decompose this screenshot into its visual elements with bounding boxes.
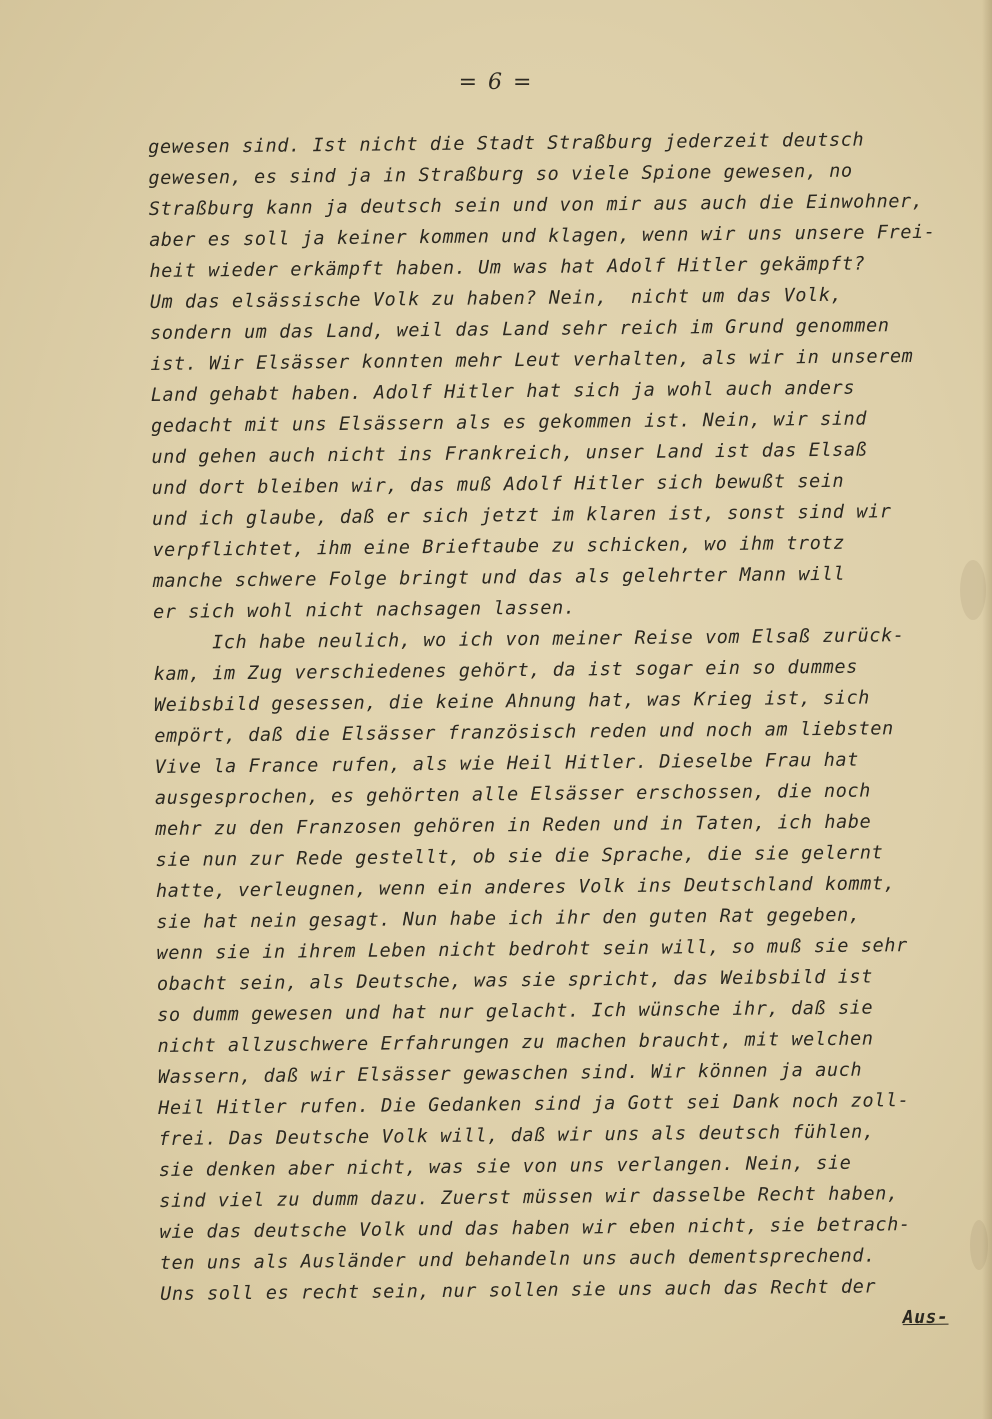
text-line: sondern um das Land, weil das Land sehr reich im Grund genommen: [150, 315, 890, 344]
page-number: = 6 =: [458, 70, 534, 95]
text-line: wenn sie in ihrem Leben nicht bedroht sein will, so muß sie sehr: [156, 935, 908, 964]
text-line: Wassern, daß wir Elsässer gewaschen sind. Wir können ja auch: [157, 1059, 863, 1088]
text-line: wie das deutsche Volk und das haben wir eben nicht, sie betrach-: [159, 1214, 911, 1243]
text-line: ausgesprochen, es gehörten alle Elsässer erschossen, die noch: [154, 780, 872, 809]
text-line: Uns soll es recht sein, nur sollen sie uns auch das Recht der: [160, 1276, 877, 1305]
text-line: nicht allzuschwere Erfahrungen zu machen braucht, mit welchen: [157, 1028, 874, 1057]
text-line: Straßburg kann ja deutsch sein und von mir aus auch die Einwohner,: [148, 190, 924, 220]
text-line: sind viel zu dumm dazu. Zuerst müssen wir dasselbe Recht haben,: [159, 1183, 899, 1212]
text-line: und ich glaube, daß er sich jetzt im klaren ist, sonst sind wir: [151, 501, 892, 530]
text-line: Heil Hitler rufen. Die Gedanken sind ja Gott sei Dank noch zoll-: [158, 1090, 910, 1119]
text-line: er sich wohl nicht nachsagen lassen.: [152, 597, 576, 623]
text-line: hatte, verleugnen, wenn ein anderes Volk ins Deutschland kommt,: [155, 873, 896, 902]
text-line: frei. Das Deutsche Volk will, daß wir uns als deutsch fühlen,: [158, 1121, 875, 1150]
text-line: Ich habe neulich, wo ich von meiner Reise vom Elsaß zurück-: [153, 625, 905, 654]
text-line: obacht sein, als Deutsche, was sie spricht, das Weibsbild ist: [156, 966, 874, 995]
text-line: Weibsbild gesessen, die keine Ahnung hat, was Krieg ist, sich: [153, 687, 871, 716]
text-line: kam, im Zug verschiedenes gehört, da ist sogar ein so dummes: [153, 656, 859, 685]
text-line: ist. Wir Elsässer konnten mehr Leut verhalten, als wir in unserem: [150, 345, 914, 375]
text-line: sie denken aber nicht, was sie von uns verlangen. Nein, sie: [158, 1152, 852, 1181]
text-line: so dumm gewesen und hat nur gelacht. Ich wünsche ihr, daß sie: [157, 997, 874, 1026]
text-line: gewesen sind. Ist nicht die Stadt Straßburg jederzeit deutsch: [148, 129, 865, 158]
typewritten-body: [148, 123, 973, 1340]
text-line: heit wieder erkämpft haben. Um was hat Adolf Hitler gekämpft?: [149, 253, 866, 282]
paper-stain: [970, 1220, 988, 1270]
text-line: gewesen, es sind ja in Straßburg so viele Spione gewesen, no: [148, 160, 853, 189]
page-edge-shadow: [982, 0, 992, 1419]
text-line: Um das elsässische Volk zu haben? Nein, nicht um das Volk,: [149, 284, 843, 313]
text-line: mehr zu den Franzosen gehören in Reden und in Taten, ich habe: [155, 811, 872, 840]
text-line: und dort bleiben wir, das muß Adolf Hitler sich bewußt sein: [151, 470, 845, 499]
text-line: ten uns als Ausländer und behandeln uns auch dementsprechend.: [159, 1245, 876, 1274]
text-line: empört, daß die Elsässer französisch reden und noch am liebsten: [154, 718, 894, 747]
text-line: Vive la France rufen, als wie Heil Hitler. Dieselbe Frau hat: [154, 749, 860, 778]
text-line: aber es soll ja keiner kommen und klagen, wenn wir uns unsere Frei-: [149, 221, 936, 251]
text-line: sie hat nein gesagt. Nun habe ich ihr den guten Rat gegeben,: [156, 904, 861, 933]
text-line: gedacht mit uns Elsässern als es gekommen ist. Nein, wir sind: [150, 408, 868, 437]
text-line: verpflichtet, ihm eine Brieftaube zu schicken, wo ihm trotz: [152, 532, 846, 561]
text-line: manche schwere Folge bringt und das als gelehrter Mann will: [152, 563, 846, 592]
text-line: und gehen auch nicht ins Frankreich, unser Land ist das Elsaß: [151, 439, 868, 468]
text-line: Land gehabt haben. Adolf Hitler hat sich ja wohl auch anders: [150, 377, 856, 406]
catchword: Aus-: [902, 1306, 949, 1329]
text-line: sie nun zur Rede gestellt, ob sie die Sprache, die sie gelernt: [155, 842, 884, 871]
